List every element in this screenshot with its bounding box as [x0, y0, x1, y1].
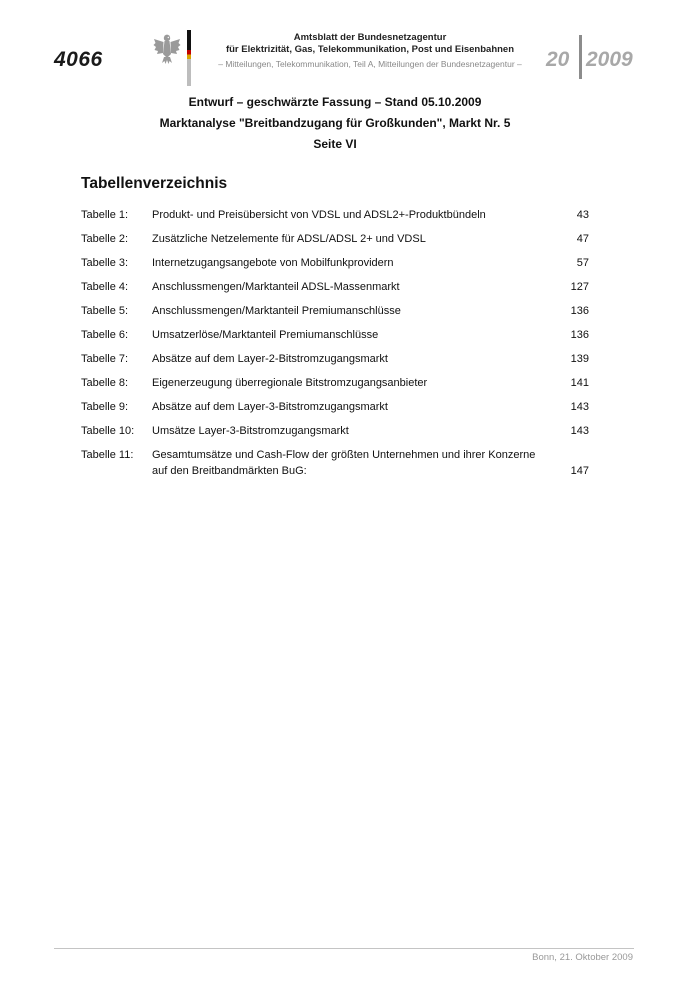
- toc-entry-title: Absätze auf dem Layer-2-Bitstromzugangsmarkt: [152, 353, 388, 365]
- toc-entry[interactable]: [81, 327, 589, 351]
- toc-entry-page: 127: [570, 281, 589, 293]
- footer-divider: [54, 948, 634, 949]
- toc-entry-label: Tabelle 11:: [81, 449, 134, 461]
- issue-separator: [579, 35, 582, 79]
- toc-entry-title: Eigenerzeugung überregionale Bitstromzugangsanbieter: [152, 377, 428, 389]
- toc-entry-title: Anschlussmengen/Marktanteil Premiumanschlüsse: [152, 305, 401, 317]
- toc-entry-page: 141: [570, 377, 589, 389]
- toc-entry-page: 143: [570, 401, 589, 413]
- toc-entry-label: Tabelle 10:: [81, 425, 135, 437]
- toc-entry-label: Tabelle 8:: [81, 377, 129, 389]
- toc-entry-page: 143: [570, 425, 589, 437]
- toc-entry-title: Produkt- und Preisübersicht von VDSL und ADSL2+-Produktbündeln: [152, 209, 486, 221]
- toc-entry-page: 136: [570, 305, 589, 317]
- publication-subtitle: – Mitteilungen, Telekommunikation, Teil A, Mitteilungen der Bundesnetzagentur –: [218, 59, 522, 69]
- toc-entry-label: Tabelle 4:: [81, 281, 129, 293]
- section-title: Tabellenverzeichnis: [81, 175, 228, 192]
- footer-date: Bonn, 21. Oktober 2009: [532, 952, 633, 963]
- toc-entry-page: 57: [576, 257, 589, 269]
- toc-entry[interactable]: [81, 207, 589, 231]
- toc-entry-title: Anschlussmengen/Marktanteil ADSL-Massenmarkt: [152, 281, 400, 293]
- toc-entry[interactable]: [81, 351, 589, 375]
- toc-entry-label: Tabelle 3:: [81, 257, 129, 269]
- toc-entry-label: Tabelle 9:: [81, 401, 129, 413]
- toc-entry-page: 136: [570, 329, 589, 341]
- toc-entry-title: Gesamtumsätze und Cash-Flow der größten Unternehmen und ihrer Konzerne auf den Breitbandmärkten BuG:: [152, 449, 536, 477]
- toc-entry-page: 147: [570, 465, 589, 477]
- toc-entry-title: Umsätze Layer-3-Bitstromzugangsmarkt: [152, 425, 349, 437]
- toc-entry-label: Tabelle 6:: [81, 329, 129, 341]
- toc-entry[interactable]: [81, 375, 589, 399]
- toc-entry[interactable]: [81, 303, 589, 327]
- toc-entry-title: Umsatzerlöse/Marktanteil Premiumanschlüsse: [152, 329, 379, 341]
- toc-entry[interactable]: [81, 231, 589, 255]
- toc-entry-title: Zusätzliche Netzelemente für ADSL/ADSL 2+ und VDSL: [152, 233, 426, 245]
- toc-entry-label: Tabelle 1:: [81, 209, 129, 221]
- toc-entry-label: Tabelle 7:: [81, 353, 129, 365]
- toc-entry[interactable]: [81, 423, 589, 447]
- page-number: 4066: [54, 48, 103, 71]
- issue-number: 20: [546, 48, 570, 71]
- publication-scope: für Elektrizität, Gas, Telekommunikation, Post und Eisenbahnen: [225, 44, 515, 55]
- toc-entry[interactable]: [81, 399, 589, 423]
- federal-eagle-icon: [152, 30, 182, 66]
- toc-entry-page: 43: [576, 209, 589, 221]
- toc-entry-page: 47: [576, 233, 589, 245]
- toc-entry[interactable]: [81, 255, 589, 279]
- issue-year: 2009: [586, 48, 633, 71]
- document-page-line: Seite VI: [313, 137, 357, 151]
- toc-entry-title: Internetzugangsangebote von Mobilfunkprovidern: [152, 257, 394, 269]
- document-title-line: Marktanalyse "Breitbandzugang für Großkunden", Markt Nr. 5: [159, 116, 511, 130]
- publication-title: Amtsblatt der Bundesnetzagentur: [293, 32, 447, 43]
- toc-entry-label: Tabelle 2:: [81, 233, 129, 245]
- toc-entry[interactable]: [81, 447, 589, 487]
- header-color-bar: [187, 30, 191, 86]
- toc-entry-label: Tabelle 5:: [81, 305, 129, 317]
- toc-entry[interactable]: [81, 279, 589, 303]
- toc-entry-page: 139: [570, 353, 589, 365]
- toc-entry-title: Absätze auf dem Layer-3-Bitstromzugangsmarkt: [152, 401, 388, 413]
- document-status-line: Entwurf – geschwärzte Fassung – Stand 05.10.2009: [188, 95, 482, 109]
- table-of-tables: [81, 207, 589, 487]
